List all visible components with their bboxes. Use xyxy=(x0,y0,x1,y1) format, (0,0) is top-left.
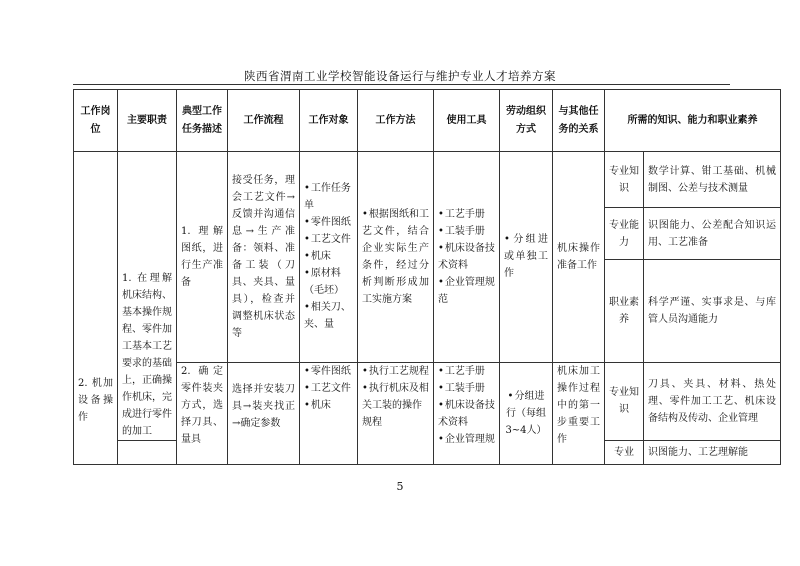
col-header-object: 工作对象 xyxy=(300,90,358,152)
cell-flow: 接受任务，理会工艺文件→反馈并沟通信息→生产准备：领料、准备工装（刀具、夹具、量具），检查并调整机床状态等 xyxy=(228,152,300,363)
object-item: • 原材料（毛坯） xyxy=(304,265,353,299)
cell-flow: 选择并安装刀具→装夹找正→确定参数 xyxy=(228,362,300,464)
cell-object xyxy=(300,152,358,363)
tool-item: • 工装手册 xyxy=(438,223,495,240)
object-item: • 工艺文件 xyxy=(304,380,353,397)
tool-item: • 机床设备技术资料 xyxy=(438,397,495,431)
cell-method xyxy=(358,362,434,464)
col-header-tools: 使用工具 xyxy=(434,90,500,152)
object-item: • 机床 xyxy=(304,248,353,265)
cell-org xyxy=(500,152,553,363)
quality-label: 专业 xyxy=(605,440,644,464)
cell-relation: 机床加工操作过程中的第一步重要工作 xyxy=(553,362,605,464)
cell-task: 1. 理解图纸，进行生产准备 xyxy=(177,152,228,363)
cell-post: 2. 机加设备操作 xyxy=(74,152,118,465)
table-row xyxy=(74,362,781,440)
cell-relation: 机床操作准备工作 xyxy=(553,152,605,363)
tool-item: • 机床设备技术资料 xyxy=(438,240,495,274)
col-header-duty: 主要职责 xyxy=(118,90,177,152)
page-header: 陕西省渭南工业学校智能设备运行与维护专业人才培养方案 xyxy=(244,69,556,83)
object-item: • 相关刀、夹、量 xyxy=(304,299,353,333)
quality-text: 数学计算、钳工基础、机械制图、公差与技术测量 xyxy=(644,152,781,208)
cell-task: 2. 确定零件装夹方式，选择刀具、量具 xyxy=(177,362,228,464)
tool-item: • 企业管理规 xyxy=(438,431,495,448)
tool-item: • 工装手册 xyxy=(438,380,495,397)
col-header-method: 工作方法 xyxy=(358,90,434,152)
col-header-task: 典型工作任务描述 xyxy=(177,90,228,152)
col-header-flow: 工作流程 xyxy=(228,90,300,152)
quality-label: 专业知识 xyxy=(605,152,644,208)
quality-text: 刀具、夹具、材料、热处理、零件加工工艺、机床设备结构及传动、企业管理 xyxy=(644,362,781,440)
cell-duty-end xyxy=(118,440,177,464)
cell-org xyxy=(500,362,553,464)
org-text: • 分组进行（每组3~4人） xyxy=(505,391,546,436)
quality-text: 识图能力、工艺理解能 xyxy=(644,440,781,464)
cell-method xyxy=(358,152,434,363)
object-item: • 零件图纸 xyxy=(304,363,353,380)
col-header-org: 劳动组织方式 xyxy=(500,90,553,152)
object-item: • 零件图纸 xyxy=(304,214,353,231)
col-header-post: 工作岗位 xyxy=(74,90,118,152)
method-text: • 根据图纸和工艺文件，结合企业实际生产条件，经过分析判断形成加工实施方案 xyxy=(362,209,429,305)
table-row xyxy=(74,152,781,208)
cell-duty: 1. 在理解机床结构、基本操作规程、零件加工基本工艺要求的基础上，正确操作机床，完成进行零件的加工 xyxy=(118,152,177,441)
tool-item: • 工艺手册 xyxy=(438,363,495,380)
object-item: • 工作任务单 xyxy=(304,180,353,214)
cell-tools xyxy=(434,362,500,464)
object-item: • 工艺文件 xyxy=(304,231,353,248)
object-item: • 机床 xyxy=(304,397,353,414)
header-rule xyxy=(73,84,730,85)
cell-tools xyxy=(434,152,500,363)
method-item: • 执行工艺规程 xyxy=(362,363,429,380)
tool-item: • 工艺手册 xyxy=(438,206,495,223)
quality-text: 识图能力、公差配合知识运用、工艺准备 xyxy=(644,208,781,260)
quality-label: 职业素养 xyxy=(605,260,644,362)
quality-label: 专业知识 xyxy=(605,362,644,440)
quality-label: 专业能力 xyxy=(605,208,644,260)
cell-object xyxy=(300,362,358,464)
col-header-quality: 所需的知识、能力和职业素养 xyxy=(605,90,781,152)
tool-item: • 企业管理规范 xyxy=(438,274,495,308)
page-number: 5 xyxy=(396,480,404,493)
method-item: • 执行机床及相关工装的操作规程 xyxy=(362,380,429,431)
org-text: • 分组进或单独工作 xyxy=(504,234,548,279)
quality-text: 科学严谨、实事求是、与库管人员沟通能力 xyxy=(644,260,781,362)
job-analysis-table xyxy=(73,89,781,465)
col-header-relation: 与其他任务的关系 xyxy=(553,90,605,152)
